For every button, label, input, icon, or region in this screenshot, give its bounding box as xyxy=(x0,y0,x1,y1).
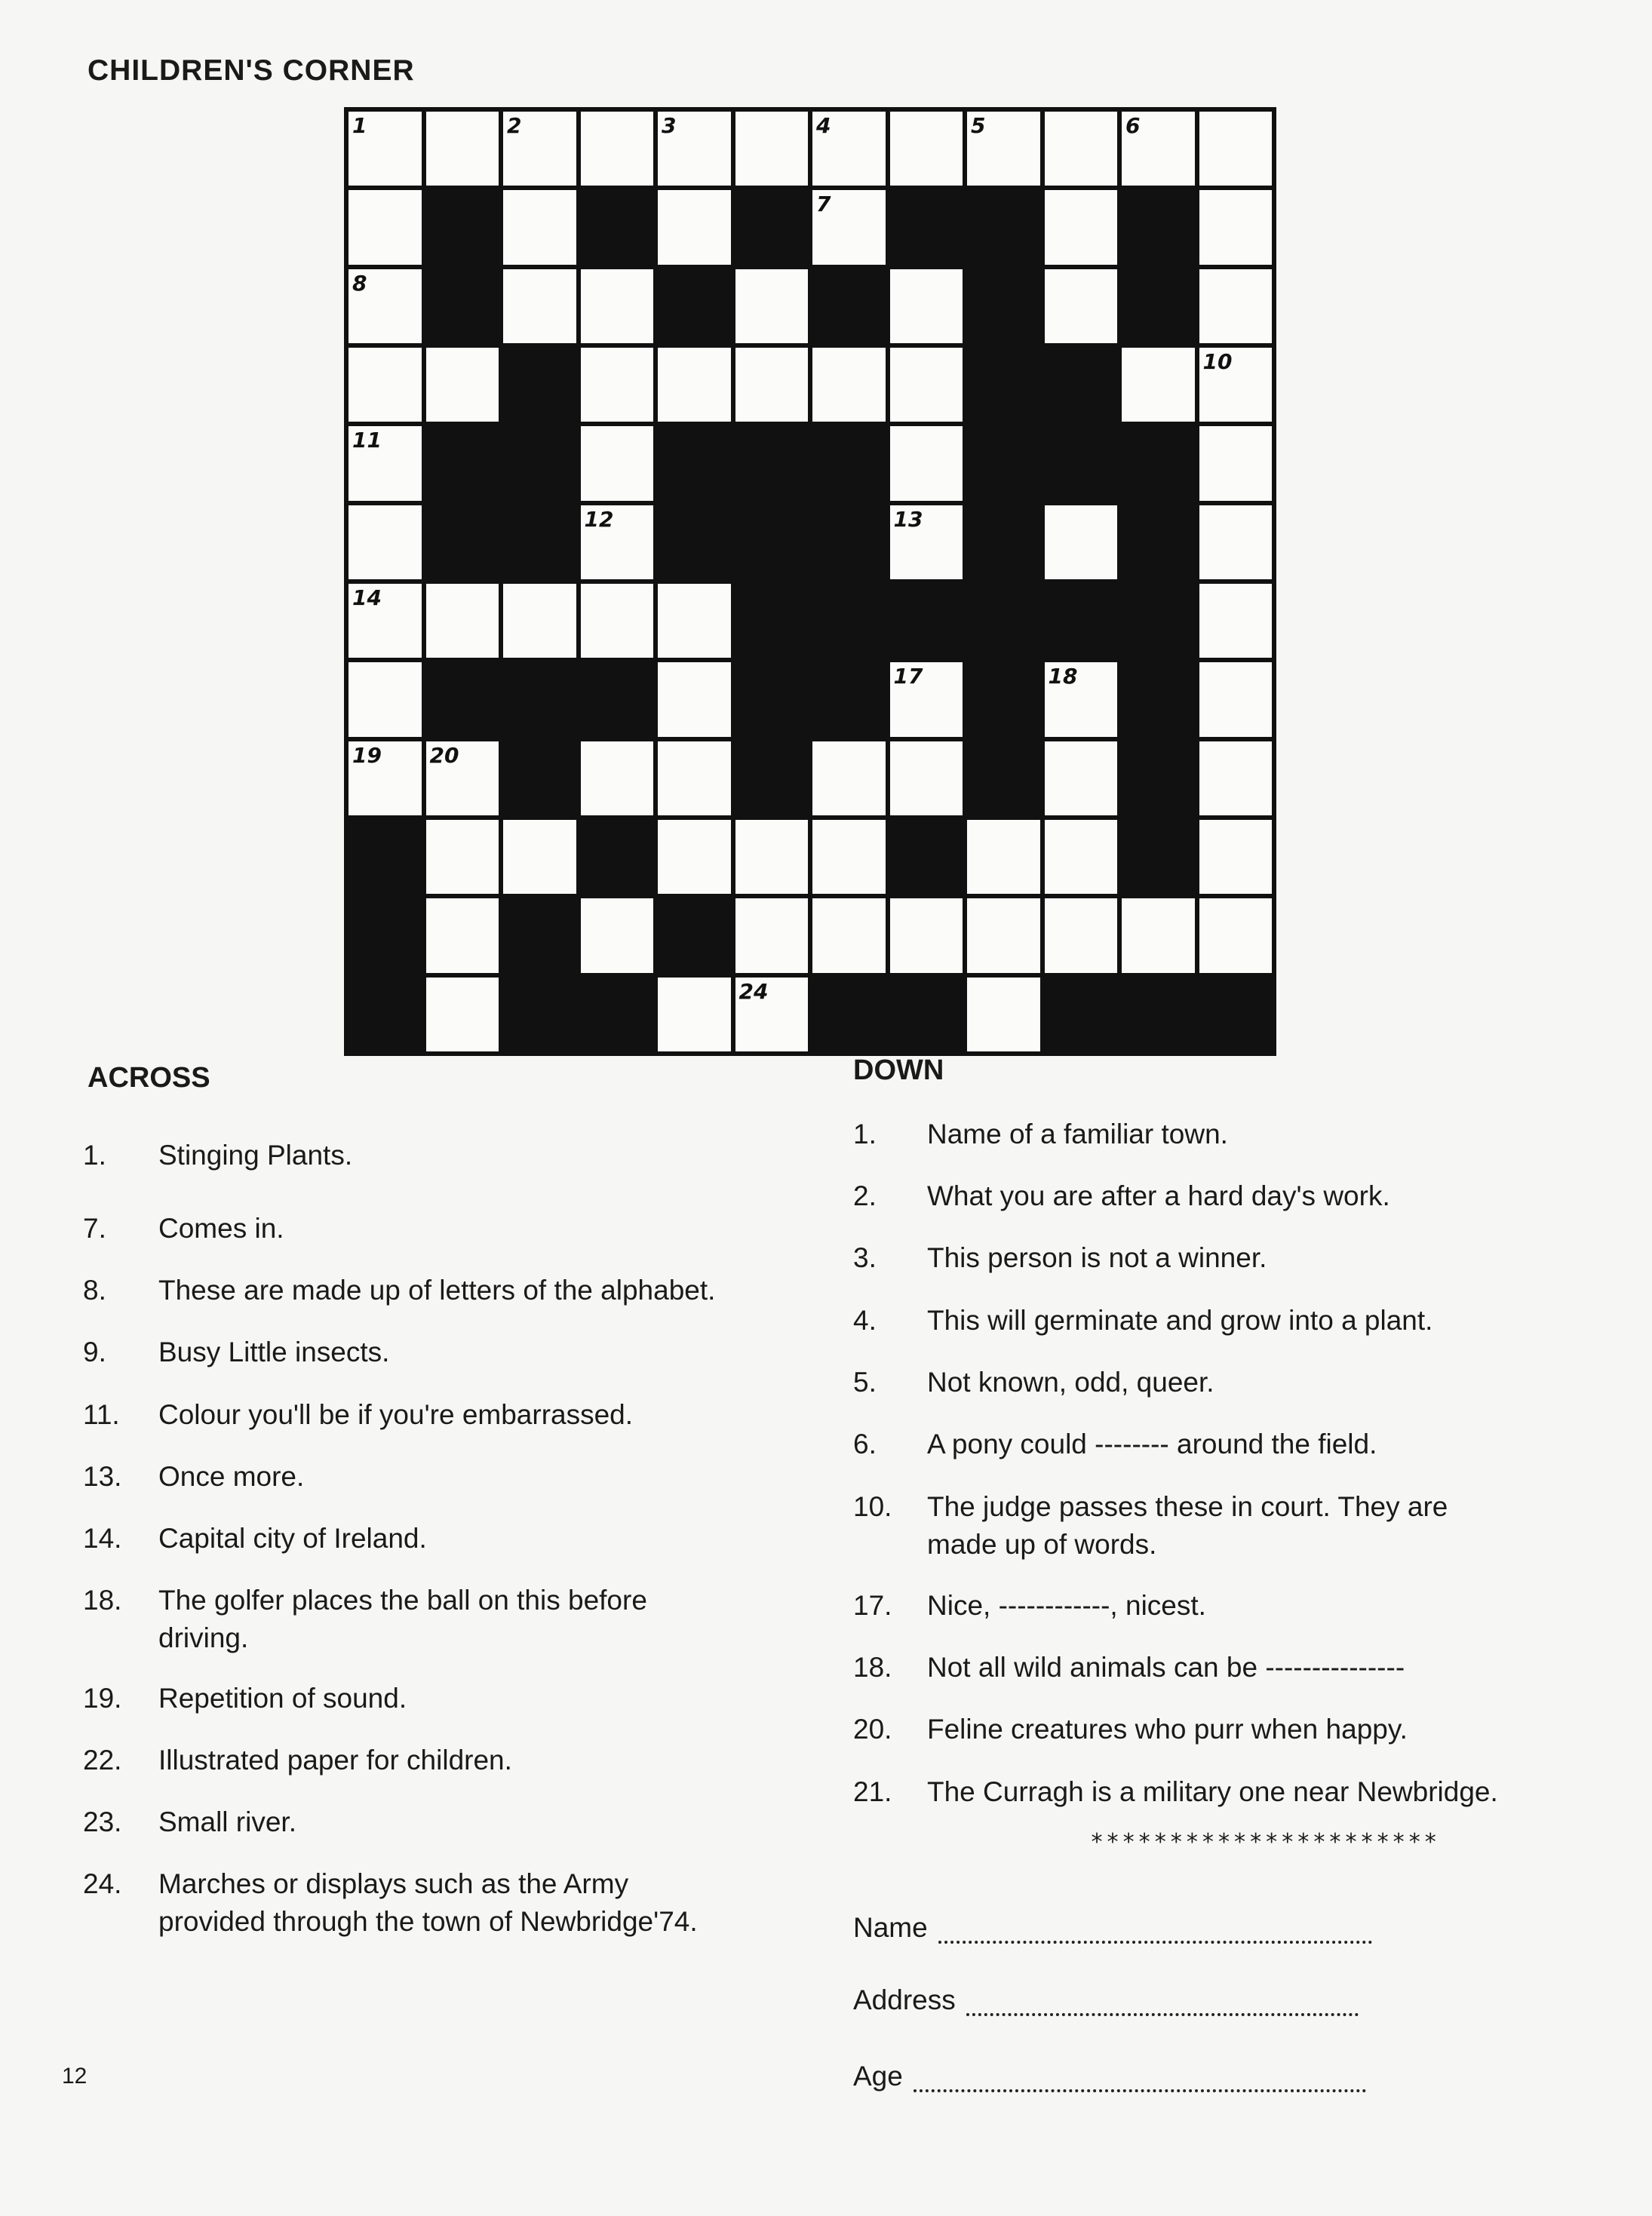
grid-block xyxy=(658,898,731,972)
grid-block xyxy=(735,190,809,264)
grid-cell[interactable] xyxy=(1045,741,1118,815)
grid-cell[interactable] xyxy=(1122,898,1195,972)
grid-cell[interactable] xyxy=(658,584,731,658)
grid-cell[interactable] xyxy=(1045,662,1118,736)
grid-cell[interactable] xyxy=(1199,348,1273,422)
grid-cell[interactable] xyxy=(967,978,1040,1051)
grid-cell[interactable] xyxy=(658,112,731,186)
clue-text-continued: provided through the town of Newbridge'74. xyxy=(158,1906,698,1937)
clue-text: Nice, ------------, nicest. xyxy=(927,1590,1206,1621)
grid-cell[interactable] xyxy=(349,505,422,579)
clue-text: Capital city of Ireland. xyxy=(158,1523,427,1554)
clue-number-label: 7. xyxy=(83,1213,106,1244)
grid-cell[interactable] xyxy=(890,269,963,343)
clue-number: 4 xyxy=(816,113,831,138)
grid-cell[interactable] xyxy=(426,348,499,422)
grid-block xyxy=(1122,978,1195,1051)
clue-text: This will germinate and grow into a plant. xyxy=(927,1305,1433,1336)
clue-number-label: 8. xyxy=(83,1275,106,1306)
clue-text: What you are after a hard day's work. xyxy=(927,1180,1390,1211)
grid-cell[interactable] xyxy=(581,898,654,972)
name-field[interactable] xyxy=(853,1912,1372,1944)
clue-number-label: 1. xyxy=(853,1119,877,1149)
grid-cell[interactable] xyxy=(967,112,1040,186)
grid-cell[interactable] xyxy=(1045,190,1118,264)
grid-cell[interactable] xyxy=(1199,112,1273,186)
clue-number-label: 18. xyxy=(83,1585,122,1616)
clue-number: 8 xyxy=(352,270,367,296)
grid-block xyxy=(1045,348,1118,422)
grid-block xyxy=(581,662,654,736)
grid-cell[interactable] xyxy=(890,898,963,972)
grid-block xyxy=(503,505,576,579)
grid-cell[interactable] xyxy=(349,190,422,264)
clue-number-label: 14. xyxy=(83,1523,122,1554)
grid-cell[interactable] xyxy=(1199,741,1273,815)
grid-cell[interactable] xyxy=(890,741,963,815)
grid-cell[interactable] xyxy=(967,898,1040,972)
clue-number-label: 21. xyxy=(853,1776,892,1807)
address-label: Address xyxy=(853,1984,956,2015)
grid-block xyxy=(581,190,654,264)
grid-cell[interactable] xyxy=(1199,898,1273,972)
clue-number: 18 xyxy=(1048,664,1078,689)
grid-block xyxy=(658,505,731,579)
grid-cell[interactable] xyxy=(1199,505,1273,579)
clue-text: Comes in. xyxy=(158,1213,284,1244)
clue-number-label: 10. xyxy=(853,1491,892,1522)
grid-cell[interactable] xyxy=(658,348,731,422)
grid-block xyxy=(812,584,886,658)
clue-text: A pony could -------- around the field. xyxy=(927,1429,1377,1459)
clue-number: 1 xyxy=(352,113,367,138)
grid-cell[interactable] xyxy=(503,584,576,658)
clue-number: 19 xyxy=(352,742,382,768)
grid-block xyxy=(1122,426,1195,500)
grid-cell[interactable] xyxy=(1045,898,1118,972)
grid-block xyxy=(890,820,963,894)
grid-cell[interactable] xyxy=(581,741,654,815)
grid-block xyxy=(503,348,576,422)
grid-block xyxy=(967,269,1040,343)
grid-block xyxy=(1122,584,1195,658)
grid-block xyxy=(349,978,422,1051)
grid-cell[interactable] xyxy=(658,978,731,1051)
grid-block xyxy=(1122,741,1195,815)
grid-cell[interactable] xyxy=(890,505,963,579)
grid-cell[interactable] xyxy=(503,112,576,186)
crossword-grid xyxy=(344,107,1276,1056)
grid-block xyxy=(1122,269,1195,343)
clue-number-label: 17. xyxy=(853,1590,892,1621)
grid-block xyxy=(735,662,809,736)
clue-number-label: 4. xyxy=(853,1305,877,1336)
clue-text: Small river. xyxy=(158,1806,296,1837)
clue-number: 5 xyxy=(971,113,986,138)
grid-cell[interactable] xyxy=(1122,112,1195,186)
clue-text: Illustrated paper for children. xyxy=(158,1745,512,1776)
across-heading: ACROSS xyxy=(88,1062,210,1094)
grid-cell[interactable] xyxy=(349,269,422,343)
clue-number-label: 24. xyxy=(83,1868,122,1899)
grid-cell[interactable] xyxy=(426,112,499,186)
clue-number-label: 6. xyxy=(853,1429,877,1459)
grid-cell[interactable] xyxy=(1045,820,1118,894)
grid-cell[interactable] xyxy=(349,426,422,500)
grid-block xyxy=(890,584,963,658)
clue-text: Colour you'll be if you're embarrassed. xyxy=(158,1399,634,1430)
grid-block xyxy=(735,426,809,500)
grid-block xyxy=(426,269,499,343)
clue-number-label: 5. xyxy=(853,1367,877,1398)
clue-text: Feline creatures who purr when happy. xyxy=(927,1714,1408,1745)
clue-text: These are made up of letters of the alphabet. xyxy=(158,1275,716,1306)
grid-block xyxy=(581,820,654,894)
clue-text: Not known, odd, queer. xyxy=(927,1367,1214,1398)
clue-text-continued: made up of words. xyxy=(927,1529,1157,1560)
grid-cell[interactable] xyxy=(812,348,886,422)
grid-block xyxy=(503,898,576,972)
grid-cell[interactable] xyxy=(1122,348,1195,422)
clue-number-label: 23. xyxy=(83,1806,122,1837)
grid-block xyxy=(1122,820,1195,894)
grid-cell[interactable] xyxy=(1199,426,1273,500)
clue-number-label: 19. xyxy=(83,1683,122,1714)
address-field[interactable] xyxy=(853,1984,1359,2016)
grid-block xyxy=(1122,190,1195,264)
grid-cell[interactable] xyxy=(890,112,963,186)
grid-block xyxy=(1045,584,1118,658)
grid-cell[interactable] xyxy=(812,112,886,186)
grid-block xyxy=(1199,978,1273,1051)
grid-cell[interactable] xyxy=(426,820,499,894)
grid-block xyxy=(735,741,809,815)
grid-cell[interactable] xyxy=(658,662,731,736)
grid-block xyxy=(735,505,809,579)
grid-cell[interactable] xyxy=(1199,269,1273,343)
grid-cell[interactable] xyxy=(349,662,422,736)
grid-block xyxy=(890,978,963,1051)
clue-number-label: 9. xyxy=(83,1337,106,1367)
address-dotted-line[interactable] xyxy=(966,1990,1359,2016)
clue-number-label: 22. xyxy=(83,1745,122,1776)
grid-block xyxy=(503,978,576,1051)
grid-cell[interactable] xyxy=(581,584,654,658)
grid-cell[interactable] xyxy=(349,112,422,186)
grid-cell[interactable] xyxy=(1045,269,1118,343)
clue-number-label: 2. xyxy=(853,1180,877,1211)
clue-number: 2 xyxy=(507,113,522,138)
clue-text: Marches or displays such as the Army xyxy=(158,1868,629,1899)
grid-cell[interactable] xyxy=(581,112,654,186)
grid-cell[interactable] xyxy=(658,741,731,815)
clue-text: The judge passes these in court. They are xyxy=(927,1491,1448,1522)
grid-cell[interactable] xyxy=(503,820,576,894)
clue-number-label: 3. xyxy=(853,1242,877,1273)
grid-cell[interactable] xyxy=(349,348,422,422)
grid-block xyxy=(967,505,1040,579)
clue-text: Not all wild animals can be --------------- xyxy=(927,1652,1405,1683)
age-field[interactable] xyxy=(853,2061,1366,2092)
grid-cell[interactable] xyxy=(349,741,422,815)
grid-cell[interactable] xyxy=(658,190,731,264)
grid-block xyxy=(581,978,654,1051)
clue-number: 3 xyxy=(662,113,677,138)
grid-block xyxy=(426,190,499,264)
grid-cell[interactable] xyxy=(735,978,809,1051)
grid-cell[interactable] xyxy=(503,269,576,343)
grid-cell[interactable] xyxy=(735,112,809,186)
age-label: Age xyxy=(853,2061,903,2092)
grid-block xyxy=(735,584,809,658)
clue-number-label: 11. xyxy=(83,1399,120,1430)
grid-block xyxy=(812,505,886,579)
name-label: Name xyxy=(853,1912,928,1943)
grid-block xyxy=(967,190,1040,264)
grid-cell[interactable] xyxy=(581,348,654,422)
grid-block xyxy=(967,741,1040,815)
grid-block xyxy=(1122,662,1195,736)
grid-cell[interactable] xyxy=(812,898,886,972)
grid-block xyxy=(426,662,499,736)
clue-text: This person is not a winner. xyxy=(927,1242,1267,1273)
grid-block xyxy=(812,269,886,343)
clue-text: The Curragh is a military one near Newbridge. xyxy=(927,1776,1498,1807)
grid-cell[interactable] xyxy=(581,505,654,579)
grid-cell[interactable] xyxy=(735,269,809,343)
grid-block xyxy=(503,662,576,736)
grid-block xyxy=(1122,505,1195,579)
clue-number: 17 xyxy=(893,664,923,689)
grid-block xyxy=(890,190,963,264)
grid-cell[interactable] xyxy=(812,741,886,815)
clue-number: 13 xyxy=(893,506,923,532)
clue-text: Busy Little insects. xyxy=(158,1337,390,1367)
clue-number-label: 13. xyxy=(83,1461,122,1492)
grid-cell[interactable] xyxy=(1045,112,1118,186)
grid-block xyxy=(503,741,576,815)
grid-cell[interactable] xyxy=(1045,505,1118,579)
separator-stars: ********************** xyxy=(1090,1829,1440,1855)
grid-cell[interactable] xyxy=(812,190,886,264)
clue-text: Once more. xyxy=(158,1461,305,1492)
grid-block xyxy=(349,898,422,972)
grid-block xyxy=(426,426,499,500)
grid-cell[interactable] xyxy=(735,820,809,894)
clue-number: 11 xyxy=(352,428,382,453)
age-dotted-line[interactable] xyxy=(914,2067,1366,2092)
grid-block xyxy=(1045,978,1118,1051)
grid-cell[interactable] xyxy=(1199,820,1273,894)
grid-cell[interactable] xyxy=(1199,662,1273,736)
clue-number: 14 xyxy=(352,585,382,610)
clue-number: 6 xyxy=(1125,113,1141,138)
grid-cell[interactable] xyxy=(581,269,654,343)
grid-block xyxy=(967,662,1040,736)
grid-cell[interactable] xyxy=(812,820,886,894)
grid-block xyxy=(658,269,731,343)
grid-cell[interactable] xyxy=(1199,190,1273,264)
grid-cell[interactable] xyxy=(426,584,499,658)
clue-text: Stinging Plants. xyxy=(158,1140,353,1171)
grid-block xyxy=(967,584,1040,658)
grid-cell[interactable] xyxy=(349,584,422,658)
grid-block xyxy=(426,505,499,579)
clue-text: Repetition of sound. xyxy=(158,1683,407,1714)
grid-block xyxy=(503,426,576,500)
grid-cell[interactable] xyxy=(890,662,963,736)
clue-number-label: 20. xyxy=(853,1714,892,1745)
clue-number: 12 xyxy=(584,506,614,532)
grid-cell[interactable] xyxy=(426,898,499,972)
clue-number: 10 xyxy=(1202,349,1233,374)
name-dotted-line[interactable] xyxy=(938,1918,1372,1944)
grid-cell[interactable] xyxy=(581,426,654,500)
grid-cell[interactable] xyxy=(503,190,576,264)
grid-block xyxy=(967,348,1040,422)
grid-block xyxy=(1045,426,1118,500)
clue-text: The golfer places the ball on this before xyxy=(158,1585,647,1616)
grid-block xyxy=(812,662,886,736)
grid-cell[interactable] xyxy=(735,348,809,422)
clue-number-label: 1. xyxy=(83,1140,106,1171)
clue-number: 7 xyxy=(816,192,831,217)
down-heading: DOWN xyxy=(853,1054,944,1086)
grid-cell[interactable] xyxy=(426,741,499,815)
grid-cell[interactable] xyxy=(1199,584,1273,658)
grid-cell[interactable] xyxy=(426,978,499,1051)
grid-cell[interactable] xyxy=(967,820,1040,894)
page-number: 12 xyxy=(62,2064,88,2089)
grid-block xyxy=(812,426,886,500)
grid-block xyxy=(658,426,731,500)
grid-cell[interactable] xyxy=(890,348,963,422)
clue-text: Name of a familiar town. xyxy=(927,1119,1228,1149)
clue-number: 24 xyxy=(738,978,769,1004)
clue-number-label: 18. xyxy=(853,1652,892,1683)
grid-block xyxy=(812,978,886,1051)
grid-cell[interactable] xyxy=(658,820,731,894)
clue-text-continued: driving. xyxy=(158,1622,249,1653)
grid-block xyxy=(349,820,422,894)
grid-cell[interactable] xyxy=(735,898,809,972)
clue-number: 20 xyxy=(429,742,459,768)
grid-block xyxy=(967,426,1040,500)
page-title: CHILDREN'S CORNER xyxy=(88,54,415,87)
grid-cell[interactable] xyxy=(890,426,963,500)
